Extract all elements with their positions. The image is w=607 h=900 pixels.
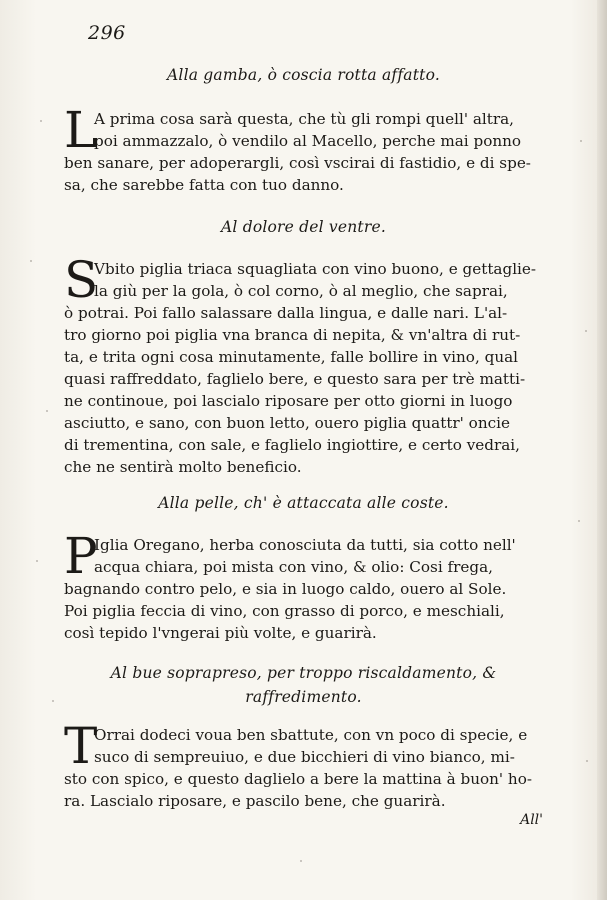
text-line: suco di sempreuiuo, e due bicchieri di vino bianco, mi- (94, 748, 515, 766)
text-line: di trementina, con sale, e faglielo ingiottire, e certo vedrai, (64, 436, 520, 454)
text-line: Iglia Oregano, herba conosciuta da tutti, sia cotto nell' (94, 536, 516, 554)
drop-cap-t: T (64, 717, 98, 775)
page-number: 296 (88, 22, 126, 44)
text-line: ta, e trita ogni cosa minutamente, falle bollire in vino, qual (64, 348, 519, 366)
paragraph-leg (64, 101, 572, 196)
print-speck (40, 120, 42, 122)
text-line: ben sanare, per adoperargli, così vscirai di fastidio, e di spe- (64, 154, 531, 172)
text-line: poi ammazzalo, ò vendilo al Macello, perche mai ponno (94, 132, 522, 150)
print-speck (585, 330, 587, 332)
text-line: la giù per la gola, ò col corno, ò al meglio, che saprai, (94, 282, 508, 300)
text-line: quasi raffreddato, faglielo bere, e questo sara per trè matti- (64, 370, 526, 388)
section-heading-ox-cont: raffredimento. (245, 688, 362, 706)
print-speck (586, 760, 588, 762)
text-line: ra. Lascialo riposare, e pascilo bene, che guarirà. (64, 792, 446, 810)
print-speck (580, 140, 582, 142)
section-heading-ox: Al bue soprapreso, per troppo riscaldamento, & (110, 664, 497, 682)
paragraph-belly (64, 251, 572, 478)
text-line: Poi piglia feccia di vino, con grasso di porco, e meschiali, (64, 602, 505, 620)
paragraph-ox (64, 717, 572, 812)
text-line: Vbito piglia triaca squagliata con vino buono, e gettaglie- (94, 260, 537, 278)
text-line: Orrai dodeci voua ben sbattute, con vn poco di specie, e (94, 726, 528, 744)
text-line: sto con spico, e questo daglielo a bere la mattina à buon' ho- (64, 770, 532, 788)
section-heading-skin: Alla pelle, ch' è attaccata alle coste. (158, 494, 449, 512)
text-line: così tepido l'vngerai più volte, e guarirà. (64, 624, 377, 642)
page-edge-shadow (597, 0, 607, 900)
print-speck (30, 260, 32, 262)
print-speck (300, 860, 302, 862)
text-line: bagnando contro pelo, e sia in luogo caldo, ouero al Sole. (64, 580, 507, 598)
drop-cap-s: S (64, 251, 99, 309)
section-heading-belly: Al dolore del ventre. (221, 218, 386, 236)
text-line: acqua chiara, poi mista con vino, & olio: Cosi frega, (94, 558, 493, 576)
text-line: asciutto, e sano, con buon letto, ouero piglia quattr' oncie (64, 414, 510, 432)
text-line: che ne sentirà molto beneficio. (64, 458, 302, 476)
print-speck (52, 700, 54, 702)
catchword: All' (520, 812, 543, 828)
print-speck (578, 520, 580, 522)
text-line: ò potrai. Poi fallo salassare dalla lingua, e dalle nari. L'al- (64, 304, 508, 322)
drop-cap-l: L (64, 101, 98, 159)
text-line: ne continoue, poi lascialo riposare per otto giorni in luogo (64, 392, 513, 410)
section-heading-leg: Alla gamba, ò coscia rotta affatto. (167, 66, 440, 84)
drop-cap-p: P (64, 527, 98, 585)
text-line: A prima cosa sarà questa, che tù gli rompi quell' altra, (94, 110, 514, 128)
text-line: tro giorno poi piglia vna branca di nepita, & vn'altra di rut- (64, 326, 521, 344)
text-line: sa, che sarebbe fatta con tuo danno. (64, 176, 344, 194)
paragraph-skin (64, 527, 572, 644)
print-speck (46, 410, 48, 412)
print-speck (36, 560, 38, 562)
